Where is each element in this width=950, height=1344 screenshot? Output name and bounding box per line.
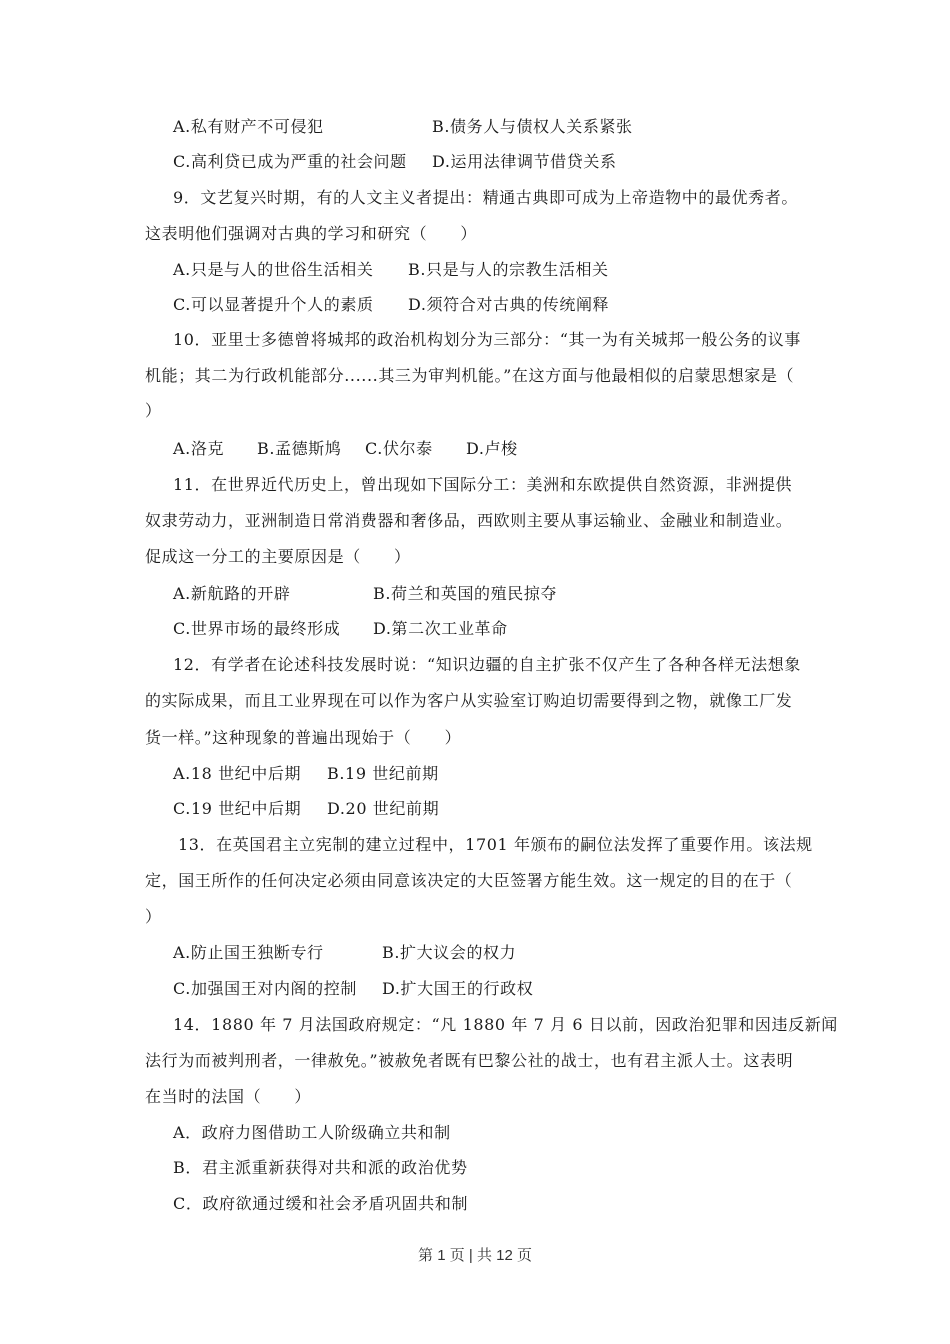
q10-stem-line2: 机能；其二为行政机能部分......其三为审判机能。”在这方面与他最相似的启蒙思想家是（ [145,366,795,385]
q14-option-c: C．政府欲通过缓和社会矛盾巩固共和制 [173,1194,469,1213]
q13-stem-line3: ） [145,907,162,926]
q13-stem-line1: 13．在英国君主立宪制的建立过程中，1701 年颁布的嗣位法发挥了重要作用。该法规 [178,835,813,854]
q11-option-b: B.荷兰和英国的殖民掠夺 [373,584,558,603]
q11-stem-line1: 11．在世界近代历史上，曾出现如下国际分工：美洲和东欧提供自然资源，非洲提供 [173,475,793,494]
q9-option-b: B.只是与人的宗教生活相关 [408,260,609,279]
q11-stem-line2: 奴隶劳动力，亚洲制造日常消费器和奢侈品，西欧则主要从事运输业、金融业和制造业。 [145,511,793,530]
q14-stem-line1: 14．1880 年 7 月法国政府规定：“凡 1880 年 7 月 6 日以前，因政治犯罪和因违反新闻 [173,1015,838,1034]
q14-stem-line3: 在当时的法国（ ） [145,1087,312,1106]
q13-stem-line2: 定，国王所作的任何决定必须由同意该决定的大臣签署方能生效。这一规定的目的在于（ [145,871,793,890]
q12-option-c: C.19 世纪中后期 [173,799,302,818]
q8-option-c: C.高利贷已成为严重的社会问题 [173,152,407,171]
q10-option-c: C.伏尔泰 [365,439,433,458]
q10-stem-line3: ） [145,401,162,420]
q12-option-b: B.19 世纪前期 [327,764,439,783]
q10-option-a: A.洛克 [173,439,225,458]
q14-option-b: B．君主派重新获得对共和派的政治优势 [173,1158,468,1177]
q11-option-d: D.第二次工业革命 [373,619,508,638]
page-footer: 第 1 页 | 共 12 页 [418,1247,532,1264]
q10-option-b: B.孟德斯鸠 [257,439,342,458]
q12-option-a: A.18 世纪中后期 [173,764,302,783]
q11-option-a: A.新航路的开辟 [173,584,291,603]
q12-stem-line1: 12．有学者在论述科技发展时说：“知识边疆的自主扩张不仅产生了各种各样无法想象 [173,655,801,674]
q8-option-a: A.私有财产不可侵犯 [173,117,324,136]
q10-option-d: D.卢梭 [466,439,518,458]
q9-option-c: C.可以显著提升个人的素质 [173,295,374,314]
q8-option-b: B.债务人与债权人关系紧张 [432,117,633,136]
q13-option-a: A.防止国王独断专行 [173,943,324,962]
q13-option-d: D.扩大国王的行政权 [382,979,534,998]
q14-option-a: A．政府力图借助工人阶级确立共和制 [173,1123,451,1142]
q8-option-d: D.运用法律调节借贷关系 [432,152,617,171]
q11-stem-line3: 促成这一分工的主要原因是（ ） [145,547,411,566]
q12-option-d: D.20 世纪前期 [327,799,440,818]
q10-stem-line1: 10．亚里士多德曾将城邦的政治机构划分为三部分：“其一为有关城邦一般公务的议事 [173,330,801,349]
q13-option-b: B.扩大议会的权力 [382,943,517,962]
q14-stem-line2: 法行为而被判刑者，一律赦免。”被赦免者既有巴黎公社的战士，也有君主派人士。这表明 [145,1051,794,1070]
q9-stem-line2: 这表明他们强调对古典的学习和研究（ ） [145,224,478,243]
q9-option-a: A.只是与人的世俗生活相关 [173,260,374,279]
q12-stem-line2: 的实际成果，而且工业界现在可以作为客户从实验室订购迫切需要得到之物，就像工厂发 [145,691,793,710]
q13-option-c: C.加强国王对内阁的控制 [173,979,357,998]
q11-option-c: C.世界市场的最终形成 [173,619,341,638]
q12-stem-line3: 货一样。”这种现象的普遍出现始于（ ） [145,728,462,747]
q9-stem-line1: 9．文艺复兴时期，有的人文主义者提出：精通古典即可成为上帝造物中的最优秀者。 [173,188,798,207]
q9-option-d: D.须符合对古典的传统阐释 [408,295,610,314]
